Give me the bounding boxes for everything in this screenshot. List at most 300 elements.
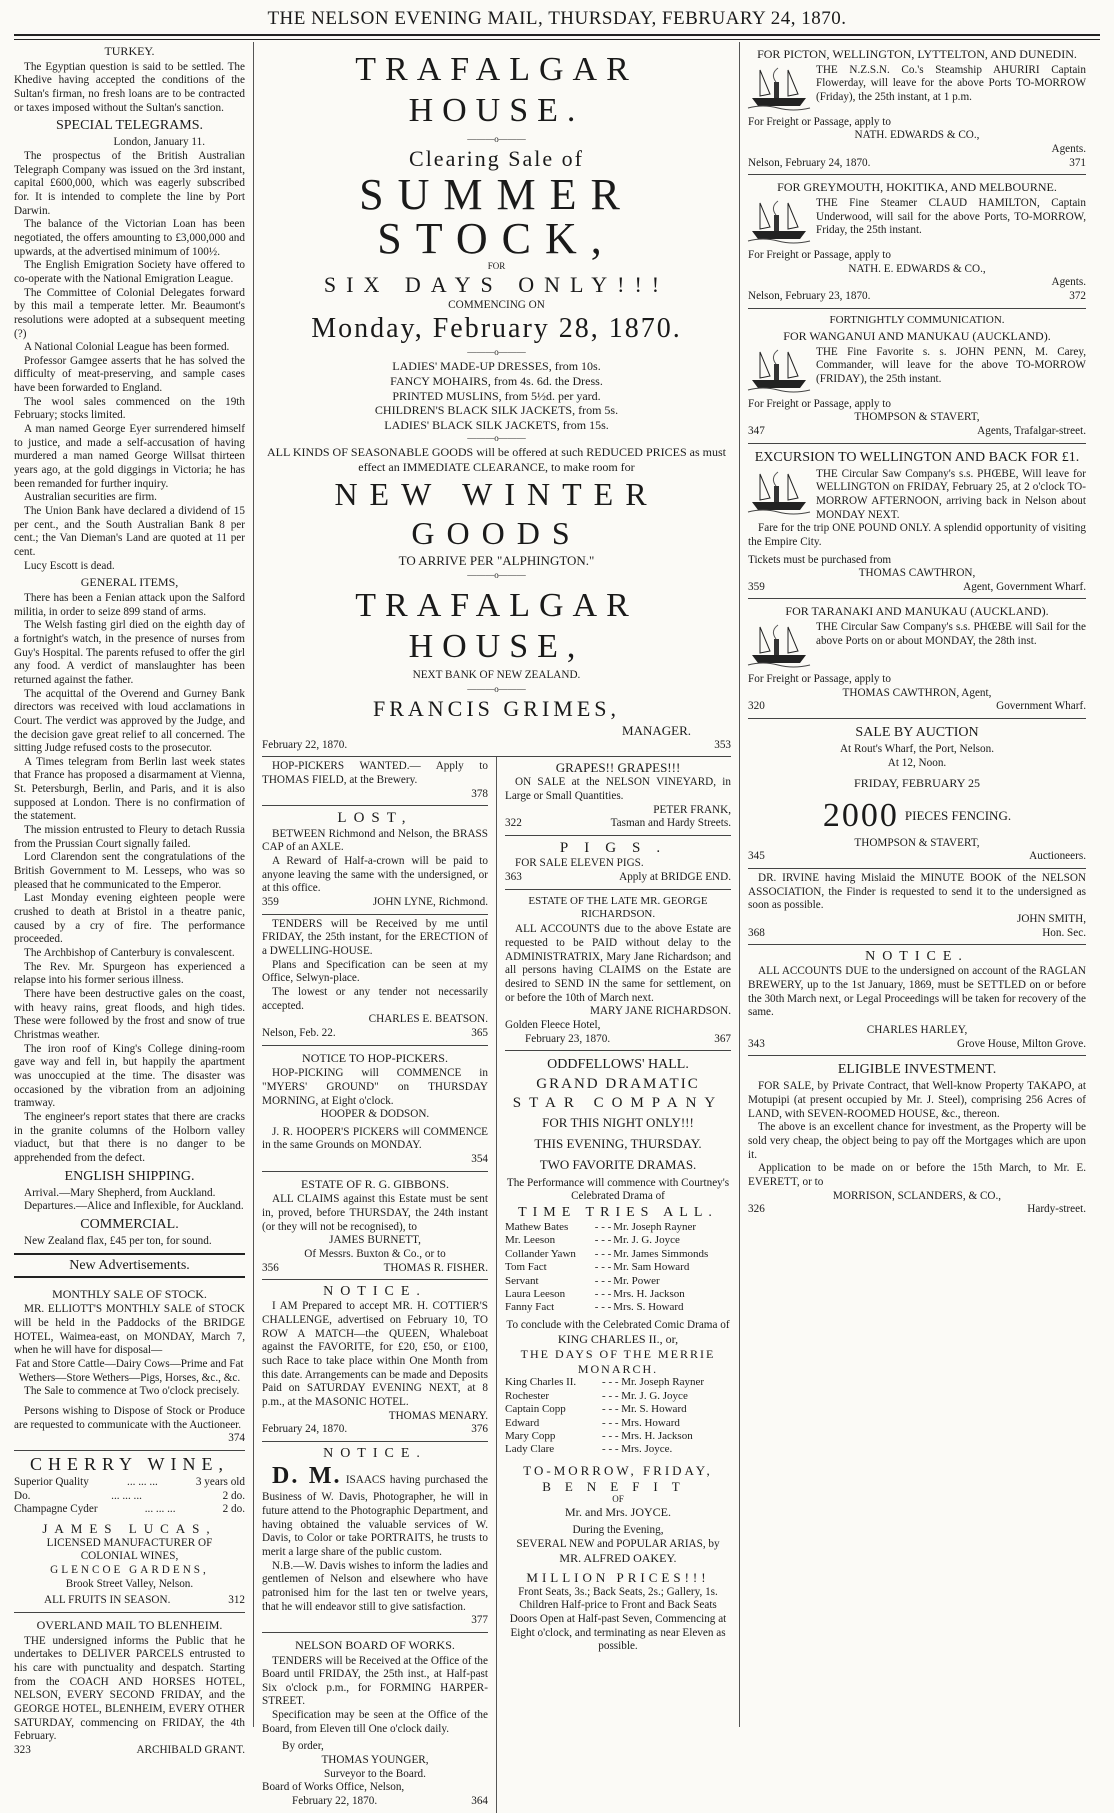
hop-notice-ad bbox=[262, 1046, 488, 1172]
cast-role: Lady Clare bbox=[505, 1443, 555, 1456]
pigs-number: 363 bbox=[505, 870, 522, 883]
gibbons-number: 356 bbox=[262, 1261, 279, 1274]
turkey-text: The Egyptian question is said to be settled. The Khedive having accepted the conditions of the Sultan's firman, no fresh loans are to be contracted or taxes imposed without the Sultan's sanction. bbox=[14, 60, 245, 114]
notice1-heading: NOTICE. bbox=[323, 1284, 427, 1300]
cast-actor: Mrs. H. Jackson bbox=[621, 1429, 693, 1442]
commencing-on: COMMENCING ON bbox=[448, 298, 545, 311]
estate-address: Golden Fleece Hotel, bbox=[505, 1018, 601, 1031]
cherry-wine-list bbox=[14, 1476, 245, 1517]
news-paragraph: The engineer's report states that there are cracks in the granite columns of the Holborn valley viaduct, but that there is no danger to be apprehended from the defect. bbox=[14, 1110, 245, 1164]
hooper-number: 354 bbox=[471, 1153, 488, 1166]
picton-date: Nelson, February 24, 1870. bbox=[748, 156, 871, 169]
eligible-investment-ad bbox=[748, 1056, 1086, 1221]
taranaki-text: THE Circular Saw Company's s.s. PHŒBE will Sail for the above Ports on or about MONDAY, the 28th inst. bbox=[816, 621, 1086, 647]
news-paragraph: The Committee of Colonial Delegates forward by this mail a temperate letter. Mr. Beaumont's resolutions were adopted at a subsequent meeting (?) bbox=[14, 286, 245, 340]
sale-item: CHILDREN'S BLACK SILK JACKETS, from 5s. bbox=[374, 403, 619, 418]
news-paragraph: The Welsh fasting girl died on the eighth day of a fortnight's watch, in the presence of nurses from Guy's Hospital. The parents refused to offer the girl any food. A verdict of manslaughter has been returned against the father. bbox=[14, 619, 245, 686]
news-paragraph: The iron roof of King's College dining-room gave way and fell in, but happily the apartment was unoccupied at the time. The disaster was occasioned by the vibration from an adjoining tramway. bbox=[14, 1042, 245, 1110]
divider: ———o——— bbox=[467, 133, 526, 144]
cast-leader: - - - bbox=[594, 1220, 612, 1233]
excursion-address: Agent, Government Wharf. bbox=[963, 580, 1086, 593]
estate-heading: ESTATE OF THE LATE MR. GEORGE RICHARDSON. bbox=[528, 894, 708, 920]
raglan-text: ALL ACCOUNTS DUE to the undersigned on account of the RAGLAN BREWERY, up to the 1st January, 1869, must be SETTLED on or before the 30th March next, or Legal Proceedings will be taken for recovery of the same. bbox=[748, 965, 1086, 1019]
cast-actor: Mr. James Simmonds bbox=[613, 1247, 709, 1260]
board-number: 364 bbox=[471, 1795, 488, 1808]
notice2-nb: N.B.—W. Davis wishes to inform the ladies and gentlemen of Nelson and elsewhere who have patronised him for the last ten or twelve years, that he will endeavor still to give satisfaction. bbox=[262, 1559, 488, 1613]
board-role: Surveyor to the Board. bbox=[324, 1767, 426, 1780]
stock-sale-text: MR. ELLIOTT'S MONTHLY SALE of STOCK will be held in the Paddocks of the BRIDGE HOTEL, Waimea-east, on MONDAY, March 7, when he will have for disposal— bbox=[14, 1303, 245, 1357]
turkey-heading: TURKEY. bbox=[104, 44, 155, 58]
manager-label: MANAGER. bbox=[622, 722, 691, 738]
excursion-number: 359 bbox=[748, 580, 765, 593]
taranaki-address: Government Wharf. bbox=[996, 700, 1086, 713]
cast-actor: Mrs. H. Jackson bbox=[613, 1287, 685, 1300]
to-morrow: TO-MORROW, FRIDAY, bbox=[523, 1462, 713, 1478]
cast-actor: Mr. J. G. Joyce bbox=[621, 1389, 688, 1402]
notice-isaacs-ad bbox=[262, 1442, 488, 1633]
lucas-line5: ALL FRUITS IN SEASON. bbox=[44, 1594, 171, 1607]
new-ads-heading: New Advertisements. bbox=[14, 1253, 245, 1278]
cast-leader: - - - bbox=[594, 1234, 612, 1247]
taranaki-number: 320 bbox=[748, 700, 765, 713]
price-row-dots: ... ... ... bbox=[144, 1503, 176, 1516]
cast-row bbox=[505, 1443, 731, 1456]
divider: ———o——— bbox=[467, 347, 526, 358]
wanganui-steamer-ad bbox=[748, 309, 1086, 444]
oddfellows-heading: ODDFELLOWS' HALL. bbox=[547, 1057, 689, 1073]
sale-item: FANCY MOHAIRS, from 4s. 6d. the Dress. bbox=[390, 373, 603, 388]
grapes-signature: PETER FRANK, bbox=[653, 803, 731, 816]
shipping-departures: Departures.—Alice and Inflexible, for Auckland. bbox=[24, 1200, 244, 1213]
cast-role: Mathew Bates bbox=[505, 1220, 569, 1233]
news-paragraph: A man named George Eyer surrendered himself to justice, and made a self-accusation of having murdered a man named George Willsat thirteen years ago, at the gold diggings in Victoria; he has been remanded for further inquiry. bbox=[14, 423, 245, 490]
arrive-per: TO ARRIVE PER "ALPHINGTON." bbox=[398, 552, 595, 568]
auction-signature: THOMPSON & STAVERT, bbox=[854, 836, 980, 849]
stock-sale-ad bbox=[14, 1282, 245, 1451]
middle-sub-columns bbox=[262, 757, 731, 1812]
lost-text: BETWEEN Richmond and Nelson, the BRASS CAP of an AXLE. bbox=[262, 827, 488, 854]
gibbons-heading: ESTATE OF R. G. GIBBONS. bbox=[300, 1176, 450, 1191]
raglan-heading: NOTICE. bbox=[865, 949, 969, 965]
irvine-signature: JOHN SMITH, bbox=[1017, 912, 1086, 925]
notice2-heading: NOTICE. bbox=[323, 1445, 427, 1461]
cast-role: Rochester bbox=[505, 1389, 549, 1402]
general-paragraphs bbox=[14, 592, 245, 1166]
grapes-address: Tasman and Hardy Streets. bbox=[610, 817, 731, 830]
greymouth-agents: Agents. bbox=[1051, 276, 1086, 289]
eligible-address: Hardy-street. bbox=[1027, 1203, 1086, 1216]
news-paragraph: The English Emigration Society have offered to co-operate with the National Emigration League. bbox=[14, 259, 245, 285]
trafalgar-number: 353 bbox=[714, 738, 731, 751]
lucas-line2: COLONIAL WINES, bbox=[80, 1550, 179, 1563]
shipping-heading: ENGLISH SHIPPING. bbox=[64, 1168, 195, 1184]
joyce: Mr. and Mrs. JOYCE. bbox=[564, 1505, 671, 1520]
auction-2000: 2000 bbox=[822, 797, 899, 835]
cherry-wine-ad bbox=[14, 1451, 245, 1613]
columns bbox=[14, 42, 1100, 1808]
board-by-order: By order, bbox=[282, 1740, 324, 1753]
price-row bbox=[14, 1476, 245, 1490]
clearing-sale: Clearing Sale of bbox=[409, 145, 584, 171]
cast-leader: - - - bbox=[602, 1389, 619, 1402]
column-news bbox=[14, 42, 254, 1756]
eligible-apply: Application to be made on or before the 15th March, to Mr. E. EVERETT, or to bbox=[748, 1162, 1086, 1188]
pigs-ad bbox=[505, 836, 731, 890]
doors-text: Doors Open at Half-past Seven, Commencing at Eight o'clock, and terminating as near Eleven as possible. bbox=[509, 1613, 727, 1653]
dm-initials: D. M. bbox=[272, 1463, 342, 1490]
column-advertisements-middle bbox=[254, 42, 740, 1808]
greymouth-steamer-ad bbox=[748, 175, 1086, 308]
eligible-above: The above is an excellent chance for investment, as the Property will be sold very cheap, the object being to pay off the Mortgages which are upon it. bbox=[748, 1121, 1086, 1161]
hop-notice-heading: NOTICE TO HOP-PICKERS. bbox=[302, 1050, 448, 1065]
cast-leader: - - - bbox=[594, 1261, 612, 1274]
taranaki-agent: THOMAS CAWTHRON, Agent, bbox=[842, 686, 992, 699]
lucas-line4: Brook Street Valley, Nelson. bbox=[65, 1577, 194, 1590]
divider: ———o——— bbox=[467, 433, 526, 444]
cast-role: Servant bbox=[505, 1274, 539, 1287]
auction-date: FRIDAY, FEBRUARY 25 bbox=[854, 776, 980, 791]
steamship-icon bbox=[748, 621, 810, 669]
tender-lowest: The lowest or any tender not necessarily accepted. bbox=[262, 985, 488, 1012]
cast-actor: Mr. J. G. Joyce bbox=[613, 1234, 680, 1247]
greymouth-date: Nelson, February 23, 1870. bbox=[748, 289, 871, 302]
picton-steamer-ad bbox=[748, 42, 1086, 175]
lost-number: 359 bbox=[262, 896, 279, 908]
cast-leader: - - - bbox=[602, 1403, 619, 1416]
cast-row bbox=[505, 1248, 731, 1261]
picton-number: 371 bbox=[1069, 156, 1086, 169]
hop-pickers-wanted-ad bbox=[262, 757, 488, 806]
overland-mail-text: THE undersigned informs the Public that he undertakes to DELIVER PARCELS entrusted to his care with punctuality and despatch. Starting from the COACH AND HORSES HOTEL, NELSON, EVERY SECOND FRIDAY, and the GEORGE HOTEL, BLENHEIM, EVERY OTHER SATURDAY, commencing on FRIDAY, the 4th February. bbox=[14, 1634, 245, 1743]
board-spec: Specification may be seen at the Office of the Board, from Eleven till One o'clock daily. bbox=[262, 1709, 488, 1735]
all-kinds-text: ALL KINDS OF SEASONABLE GOODS will be offered at such REDUCED PRICES as must effect an IMMEDIATE CLEARANCE, to make room for bbox=[267, 445, 726, 475]
news-paragraph: Last Monday evening eighteen people were crushed to death at Bristol in a theatre panic, caused by a cry of fire. The performance proceeded. bbox=[14, 892, 245, 946]
board-text: TENDERS will be Received at the Office of the Board until FRIDAY, the 25th inst., at Half-past Six o'clock p.m., for FORMING HARPER-STREET. bbox=[262, 1654, 488, 1708]
several-arias: SEVERAL NEW and POPULAR ARIAS, by bbox=[516, 1537, 720, 1550]
cast-actor: Mr. Joseph Rayner bbox=[621, 1376, 705, 1389]
greymouth-agent: NATH. E. EDWARDS & CO., bbox=[848, 262, 986, 275]
news-paragraph: There have been destructive gales on the coast, with heavy rains, great floods, and high tides. These were followed by the frost and snow of true Christmas weather. bbox=[14, 987, 245, 1041]
column-shipping bbox=[740, 42, 1086, 1727]
telegrams-heading: SPECIAL TELEGRAMS. bbox=[55, 118, 203, 134]
overland-mail-signature: ARCHIBALD GRANT. bbox=[136, 1743, 245, 1756]
grapes-ad bbox=[505, 757, 731, 835]
cast-actor: Mrs. Howard bbox=[621, 1416, 680, 1429]
news-paragraph: The Rev. Mr. Spurgeon has experienced a relapse into his former serious illness. bbox=[14, 960, 245, 987]
cast-row bbox=[505, 1221, 731, 1234]
cast-row bbox=[505, 1234, 731, 1247]
million-prices: MILLION PRICES!!! bbox=[526, 1569, 710, 1585]
gibbons-text: ALL CLAIMS against this Estate must be sent in, proved, before THURSDAY, the 24th instant (or they will not be recognised), to bbox=[262, 1193, 488, 1233]
auction-time: At 12, Noon. bbox=[887, 756, 947, 769]
raglan-address: Grove House, Milton Grove. bbox=[957, 1037, 1086, 1050]
wanganui-number: 347 bbox=[748, 424, 765, 437]
steamship-icon bbox=[748, 64, 810, 112]
cast-row bbox=[505, 1275, 731, 1288]
taranaki-heading: FOR TARANAKI AND MANUKAU (AUCKLAND). bbox=[785, 604, 1049, 619]
grapes-heading: GRAPES!! GRAPES!!! bbox=[555, 760, 681, 776]
auction-number: 345 bbox=[748, 850, 765, 863]
news-paragraph: Australian securities are firm. bbox=[24, 491, 157, 504]
cast-row bbox=[505, 1390, 731, 1403]
wanganui-agent: THOMPSON & STAVERT, bbox=[854, 411, 980, 424]
cast-role: Captain Copp bbox=[505, 1403, 566, 1416]
eligible-heading: ELIGIBLE INVESTMENT. bbox=[837, 1062, 997, 1078]
excursion-heading: EXCURSION TO WELLINGTON AND BACK FOR £1. bbox=[754, 449, 1080, 465]
sale-date: Monday, February 28, 1870. bbox=[311, 313, 682, 345]
auction-role: Auctioneers. bbox=[1029, 850, 1086, 863]
wanganui-freight: For Freight or Passage, apply to bbox=[748, 397, 891, 410]
tender-date: Nelson, Feb. 22. bbox=[262, 1026, 336, 1039]
irvine-role: Hon. Sec. bbox=[1042, 926, 1086, 939]
hop-pickers-text: HOP-PICKERS WANTED.— Apply to THOMAS FIELD, at the Brewery. bbox=[262, 760, 488, 787]
greymouth-text: THE Fine Steamer CLAUD HAMILTON, Captain Underwood, will sail for the above Ports, TO-MORROW, Friday, the 25th instant. bbox=[816, 196, 1086, 237]
commercial-text: New Zealand flax, £45 per ton, for sound. bbox=[24, 1234, 212, 1247]
price-row-val: 2 do. bbox=[222, 1489, 245, 1502]
sale-item: PRINTED MUSLINS, from 5½d. per yard. bbox=[392, 388, 601, 403]
price-row bbox=[14, 1503, 245, 1517]
lost-reward: A Reward of Half-a-crown will be paid to anyone leaving the same with the undersigned, or at this office. bbox=[262, 855, 488, 895]
estate-date: February 23, 1870. bbox=[525, 1032, 611, 1045]
star-company: STAR COMPANY bbox=[512, 1094, 724, 1111]
news-paragraph: Lord Clarendon sent the congratulations of the British Government to M. Lesseps, who was so pleased that he communicated to the Emperor. bbox=[14, 851, 245, 891]
cast-row bbox=[505, 1430, 731, 1443]
trafalgar-title: TRAFALGAR HOUSE. bbox=[355, 51, 638, 130]
news-paragraph: The wool sales commenced on the 19th February; stocks limited. bbox=[14, 395, 245, 422]
prices-text: Front Seats, 3s.; Back Seats, 2s.; Gallery, 1s. Children Half-price to Front and Back Seats bbox=[518, 1585, 718, 1612]
cast-leader: - - - bbox=[594, 1287, 612, 1300]
of-label: OF bbox=[612, 1494, 624, 1505]
tender-dwelling-ad bbox=[262, 915, 488, 1046]
auction-ad bbox=[748, 719, 1086, 869]
lucas-number: 312 bbox=[228, 1594, 245, 1607]
cast-actor: Mrs. Joyce. bbox=[621, 1443, 673, 1456]
board-of-works-ad bbox=[262, 1633, 488, 1813]
stock-sale-time: The Sale to commence at Two o'clock precisely. bbox=[24, 1385, 240, 1398]
lucas-line3: GLENCOE GARDENS, bbox=[50, 1564, 209, 1576]
hooper-text: J. R. HOOPER'S PICKERS will COMMENCE in the same Grounds on MONDAY. bbox=[262, 1125, 488, 1152]
tender-number: 365 bbox=[471, 1026, 488, 1039]
cast-actor: Mr. S. Howard bbox=[621, 1403, 687, 1416]
news-paragraph: The prospectus of the British Australian Telegraph Company was issued on the 3rd instant, capital £600,000, which was eagerly subscribed for. It is intended to complete the line by Port Darwin. bbox=[14, 149, 245, 217]
pigs-where: Apply at BRIDGE END. bbox=[619, 870, 731, 883]
cast-row bbox=[505, 1417, 731, 1430]
masthead-rule bbox=[14, 34, 1100, 40]
cast-table-1 bbox=[505, 1221, 731, 1315]
cast-actor: Mr. Sam Howard bbox=[613, 1261, 690, 1274]
news-paragraph: The acquittal of the Overend and Gurney Bank directors was received with loud acclamations in Court. The verdict was approved by the Judge, and the decision gave great relief to all concerned. The sitting Judge refused costs to the prosecutor. bbox=[14, 687, 245, 755]
trafalgar-house-ad bbox=[262, 42, 731, 757]
cast-role: Laura Leeson bbox=[505, 1287, 566, 1300]
overland-mail-ad bbox=[14, 1613, 245, 1762]
taranaki-steamer-ad bbox=[748, 599, 1086, 719]
raglan-notice-ad bbox=[748, 945, 1086, 1056]
steamship-icon bbox=[748, 197, 810, 245]
cast-leader: - - - bbox=[594, 1247, 612, 1260]
stock-sale-heading: MONTHLY SALE OF STOCK. bbox=[52, 1286, 207, 1301]
hop-notice-text: HOP-PICKING will COMMENCE in "MYERS' GROUND" on THURSDAY MORNING, at Eight o'clock. bbox=[262, 1067, 488, 1107]
excursion-ad bbox=[748, 444, 1086, 600]
benefit: BENEFIT bbox=[542, 1478, 694, 1494]
cast-role: Edward bbox=[505, 1416, 540, 1429]
tender-plans: Plans and Specification can be seen at my Office, Selwyn-place. bbox=[262, 958, 488, 985]
stock-sale-number: 374 bbox=[228, 1432, 245, 1445]
alfred-oakey: MR. ALFRED OAKEY. bbox=[559, 1551, 677, 1566]
tender-text: TENDERS will be Received by me until FRIDAY, the 25th instant, for the ERECTION of a DWELLING-HOUSE. bbox=[262, 917, 488, 957]
hop-notice-signature: HOOPER & DODSON. bbox=[320, 1108, 430, 1121]
cast-role: Collander Yawn bbox=[505, 1247, 576, 1260]
news-paragraph: The balance of the Victorian Loan has been negotiated, the offers amounting to £3,000,000 and upwards, at the advertised minimum of 100½. bbox=[14, 218, 245, 258]
price-row-name: Superior Quality bbox=[14, 1475, 89, 1488]
hop-pickers-number: 378 bbox=[471, 787, 488, 800]
cast-leader: - - - bbox=[602, 1416, 619, 1429]
pigs-text: FOR SALE ELEVEN PIGS. bbox=[515, 857, 644, 870]
telegrams-dateline: London, January 11. bbox=[113, 136, 205, 149]
two-dramas: TWO FAVORITE DRAMAS. bbox=[539, 1156, 697, 1172]
cast-role: Mary Copp bbox=[505, 1429, 556, 1442]
gibbons-sig2: Of Messrs. Buxton & Co., or to bbox=[304, 1248, 446, 1261]
king-charles: KING CHARLES II., or, bbox=[557, 1332, 679, 1347]
price-row-dots: ... ... ... bbox=[111, 1489, 142, 1502]
excursion-text: THE Circular Saw Company's s.s. PHŒBE, Will leave for WELLINGTON on FRIDAY, February 25, at 2 o'clock TO-MORROW AFTERNOON, arriving back in Nelson about MONDAY NEXT. bbox=[816, 467, 1086, 521]
news-paragraph: The Archbishop of Canterbury is convalescent. bbox=[24, 947, 235, 960]
eligible-signature: MORRISON, SCLANDERS, & CO., bbox=[832, 1189, 1002, 1202]
general-items-heading: GENERAL ITEMS, bbox=[80, 575, 179, 590]
notice1-number: 376 bbox=[471, 1423, 488, 1436]
lost-signature: JOHN LYNE, Richmond. bbox=[372, 896, 488, 908]
cast-row bbox=[505, 1403, 731, 1416]
trafalgar-title-2: TRAFALGAR HOUSE, bbox=[355, 586, 638, 666]
auction-heading: SALE BY AUCTION bbox=[855, 725, 979, 741]
irvine-text: DR. IRVINE having Mislaid the MINUTE BOOK of the NELSON ASSOCIATION, the Finder is requested to send it to the undersigned as soon as possible. bbox=[748, 871, 1086, 912]
lost-heading: LOST, bbox=[337, 810, 413, 827]
cast-actor: Mr. Power bbox=[613, 1274, 660, 1287]
commercial-heading: COMMERCIAL. bbox=[80, 1216, 179, 1232]
cast-actor: Mrs. S. Howard bbox=[613, 1301, 684, 1314]
news-paragraph: Lucy Escott is dead. bbox=[24, 559, 115, 572]
divider: ———o——— bbox=[467, 569, 526, 580]
steamship-icon bbox=[748, 468, 810, 516]
board-heading: NELSON BOARD OF WORKS. bbox=[295, 1637, 455, 1652]
auction-location: At Rout's Wharf, the Port, Nelson. bbox=[839, 743, 995, 756]
gibbons-sig1: JAMES BURNETT, bbox=[329, 1234, 421, 1247]
eligible-text: FOR SALE, by Private Contract, that Well-know Property TAKAPO, at Motupipi (at present occupied by Mr. J. Steel), comprising 256 Acres of LAND, with SEVEN-ROOMED HOUSE, &c., thereon. bbox=[748, 1080, 1086, 1120]
cast-leader: - - - bbox=[594, 1274, 612, 1287]
price-row-dots: ... ... ... bbox=[127, 1475, 158, 1488]
overland-mail-number: 323 bbox=[14, 1743, 31, 1756]
tender-signature: CHARLES E. BEATSON. bbox=[368, 1013, 488, 1026]
sale-item: LADIES' MADE-UP DRESSES, from 10s. bbox=[392, 359, 601, 374]
telegram-paragraphs bbox=[14, 150, 245, 573]
cast-role: Mr. Leeson bbox=[505, 1234, 556, 1247]
cast-row bbox=[505, 1288, 731, 1301]
sale-item: LADIES' BLACK SILK JACKETS, from 15s. bbox=[384, 417, 609, 432]
lucas-line1: LICENSED MANUFACTURER OF bbox=[46, 1536, 213, 1549]
time-tries-all: TIME TRIES ALL. bbox=[518, 1204, 718, 1220]
wanganui-heading: FOR WANGANUI AND MANUKAU (AUCKLAND). bbox=[783, 328, 1051, 343]
grapes-number: 322 bbox=[505, 817, 522, 830]
conclude-text: To conclude with the Celebrated Comic Drama of bbox=[506, 1318, 730, 1331]
overland-mail-heading: OVERLAND MAIL TO BLENHEIM. bbox=[36, 1617, 223, 1632]
picton-agent: NATH. EDWARDS & CO., bbox=[854, 129, 980, 142]
notice1-signature: THOMAS MENARY. bbox=[388, 1409, 488, 1422]
estate-number: 367 bbox=[714, 1032, 731, 1045]
cast-leader: - - - bbox=[602, 1376, 619, 1389]
price-row-name: Champagne Cyder bbox=[14, 1503, 98, 1516]
gibbons-sig3: THOMAS R. FISHER. bbox=[383, 1261, 488, 1274]
picton-heading: FOR PICTON, WELLINGTON, LYTTELTON, AND DUNEDIN. bbox=[757, 47, 1077, 61]
eligible-number: 326 bbox=[748, 1203, 765, 1216]
price-row-val: 3 years old bbox=[195, 1475, 245, 1488]
cherry-wine-title: CHERRY WINE, bbox=[29, 1453, 229, 1474]
francis-grimes: FRANCIS GRIMES, bbox=[372, 696, 621, 722]
estate-signature: MARY JANE RICHARDSON. bbox=[589, 1005, 731, 1018]
cast-actor: Mr. Joseph Rayner bbox=[613, 1220, 697, 1233]
greymouth-number: 372 bbox=[1069, 289, 1086, 302]
news-paragraph: The mission entrusted to Fleury to detach Russia from the Prussian Court signally failed. bbox=[14, 824, 245, 850]
estate-text: ALL ACCOUNTS due to the above Estate are requested to be PAID without delay to the ADMINISTRATRIX, Mary Jane Richardson; and all persons having CLAIMS on the Estate are desired to SEND IN the same for settlement, on or before the 10th of March next. bbox=[505, 923, 731, 1004]
price-row-name: Do. bbox=[14, 1489, 31, 1502]
cast-leader: - - - bbox=[602, 1443, 619, 1456]
grand-dramatic: GRAND DRAMATIC bbox=[536, 1076, 700, 1093]
trafalgar-date: February 22, 1870. bbox=[262, 738, 348, 751]
excursion-tickets: Tickets must be purchased from bbox=[748, 553, 892, 566]
notice1-text: I AM Prepared to accept MR. H. COTTIER'S CHALLENGE, advertised on February 10, TO ROW A MATCH—the QUEEN, Whaleboat against the FAVORITE, for £20, £50, or £100, such Race to take place within One Month from this date. Arrangements can be made and Deposits Paid on SATURDAY EVENING NEXT, at 8 p.m., at the MASONIC HOTEL. bbox=[262, 1300, 488, 1409]
sale-items bbox=[262, 359, 731, 432]
cast-leader: - - - bbox=[602, 1429, 619, 1442]
raglan-signature: CHARLES HARLEY, bbox=[866, 1023, 968, 1036]
cast-row bbox=[505, 1376, 731, 1389]
cast-role: Tom Fact bbox=[505, 1261, 547, 1274]
cast-row bbox=[505, 1261, 731, 1274]
greymouth-freight: For Freight or Passage, apply to bbox=[748, 248, 891, 261]
stock-sale-items: Fat and Store Cattle—Dairy Cows—Prime and Fat Wethers—Store Wethers—Pigs, Horses, &c., &c. bbox=[15, 1357, 244, 1384]
price-row-val: 2 do. bbox=[222, 1503, 245, 1516]
picton-freight: For Freight or Passage, apply to bbox=[748, 115, 891, 128]
cast-table-2 bbox=[505, 1376, 731, 1456]
excursion-agent: THOMAS CAWTHRON, bbox=[858, 567, 976, 580]
raglan-number: 343 bbox=[748, 1037, 765, 1050]
middle-left-subcolumn bbox=[262, 757, 497, 1812]
news-paragraph: A Times telegram from Berlin last week states that France has proposed a disarmament at Vienna, St. Petersburgh, Berlin, and Paris, and it is also supposed at London. There is no confirmation of the statement. bbox=[14, 755, 245, 823]
fortnightly-heading: FORTNIGHTLY COMMUNICATION. bbox=[829, 313, 1005, 326]
irvine-minute-book-ad bbox=[748, 869, 1086, 945]
shipping-arrival: Arrival.—Mary Shepherd, from Auckland. bbox=[24, 1186, 216, 1199]
notice1-date: February 24, 1870. bbox=[262, 1423, 348, 1436]
wanganui-address: Agents, Trafalgar-street. bbox=[977, 424, 1086, 437]
board-office: Board of Works Office, Nelson, bbox=[262, 1781, 405, 1794]
board-signature: THOMAS YOUNGER, bbox=[321, 1754, 429, 1767]
greymouth-heading: FOR GREYMOUTH, HOKITIKA, AND MELBOURNE. bbox=[777, 180, 1057, 195]
notice2-text: ISAACS having purchased the Business of W. Davis, Photographer, he will in future attend to the Photographic Department, and having obtained the valuable services of W. Davis, to Color or take PORTRAITS, he trusts to merit a large share of the public custom. bbox=[262, 1474, 488, 1558]
news-paragraph: There has been a Fenian attack upon the Salford militia, in order to seize 899 stand of arms. bbox=[14, 591, 245, 618]
cast-role: King Charles II. bbox=[505, 1376, 577, 1389]
taranaki-freight: For Freight or Passage, apply to bbox=[748, 673, 891, 686]
news-paragraph: Professor Gamgee asserts that he has solved the difficulty of meat-preserving, and sample cases have been forwarded to England. bbox=[14, 354, 245, 395]
picton-agents: Agents. bbox=[1051, 142, 1086, 155]
pigs-heading: PIGS. bbox=[559, 839, 677, 856]
during-evening: During the Evening, bbox=[572, 1524, 664, 1537]
lucas-name: JAMES LUCAS, bbox=[42, 1520, 217, 1536]
excursion-fare: Fare for the trip ONE POUND ONLY. A splendid opportunity of visiting the Empire City. bbox=[748, 522, 1086, 548]
news-paragraph: The Union Bank have declared a dividend of 15 per cent., and the South Australian Bank 8 per cent.; the Van Dieman's Land are quoted at 11 per cent. bbox=[14, 505, 245, 559]
masthead: THE NELSON EVENING MAIL, THURSDAY, FEBRUARY 24, 1870. bbox=[267, 8, 847, 29]
cast-role: Fanny Fact bbox=[505, 1301, 555, 1314]
picton-text: THE N.Z.S.N. Co.'s Steamship AHURIRI Captain Flowerday, will leave for the above Ports TO-MORROW (Friday), the 25th instant, at 1 p.m. bbox=[816, 63, 1086, 103]
middle-right-subcolumn bbox=[505, 757, 731, 1812]
grapes-text: ON SALE at the NELSON VINEYARD, in Large or Small Quantities. bbox=[505, 776, 731, 802]
six-days: SIX DAYS ONLY!!! bbox=[323, 271, 670, 297]
